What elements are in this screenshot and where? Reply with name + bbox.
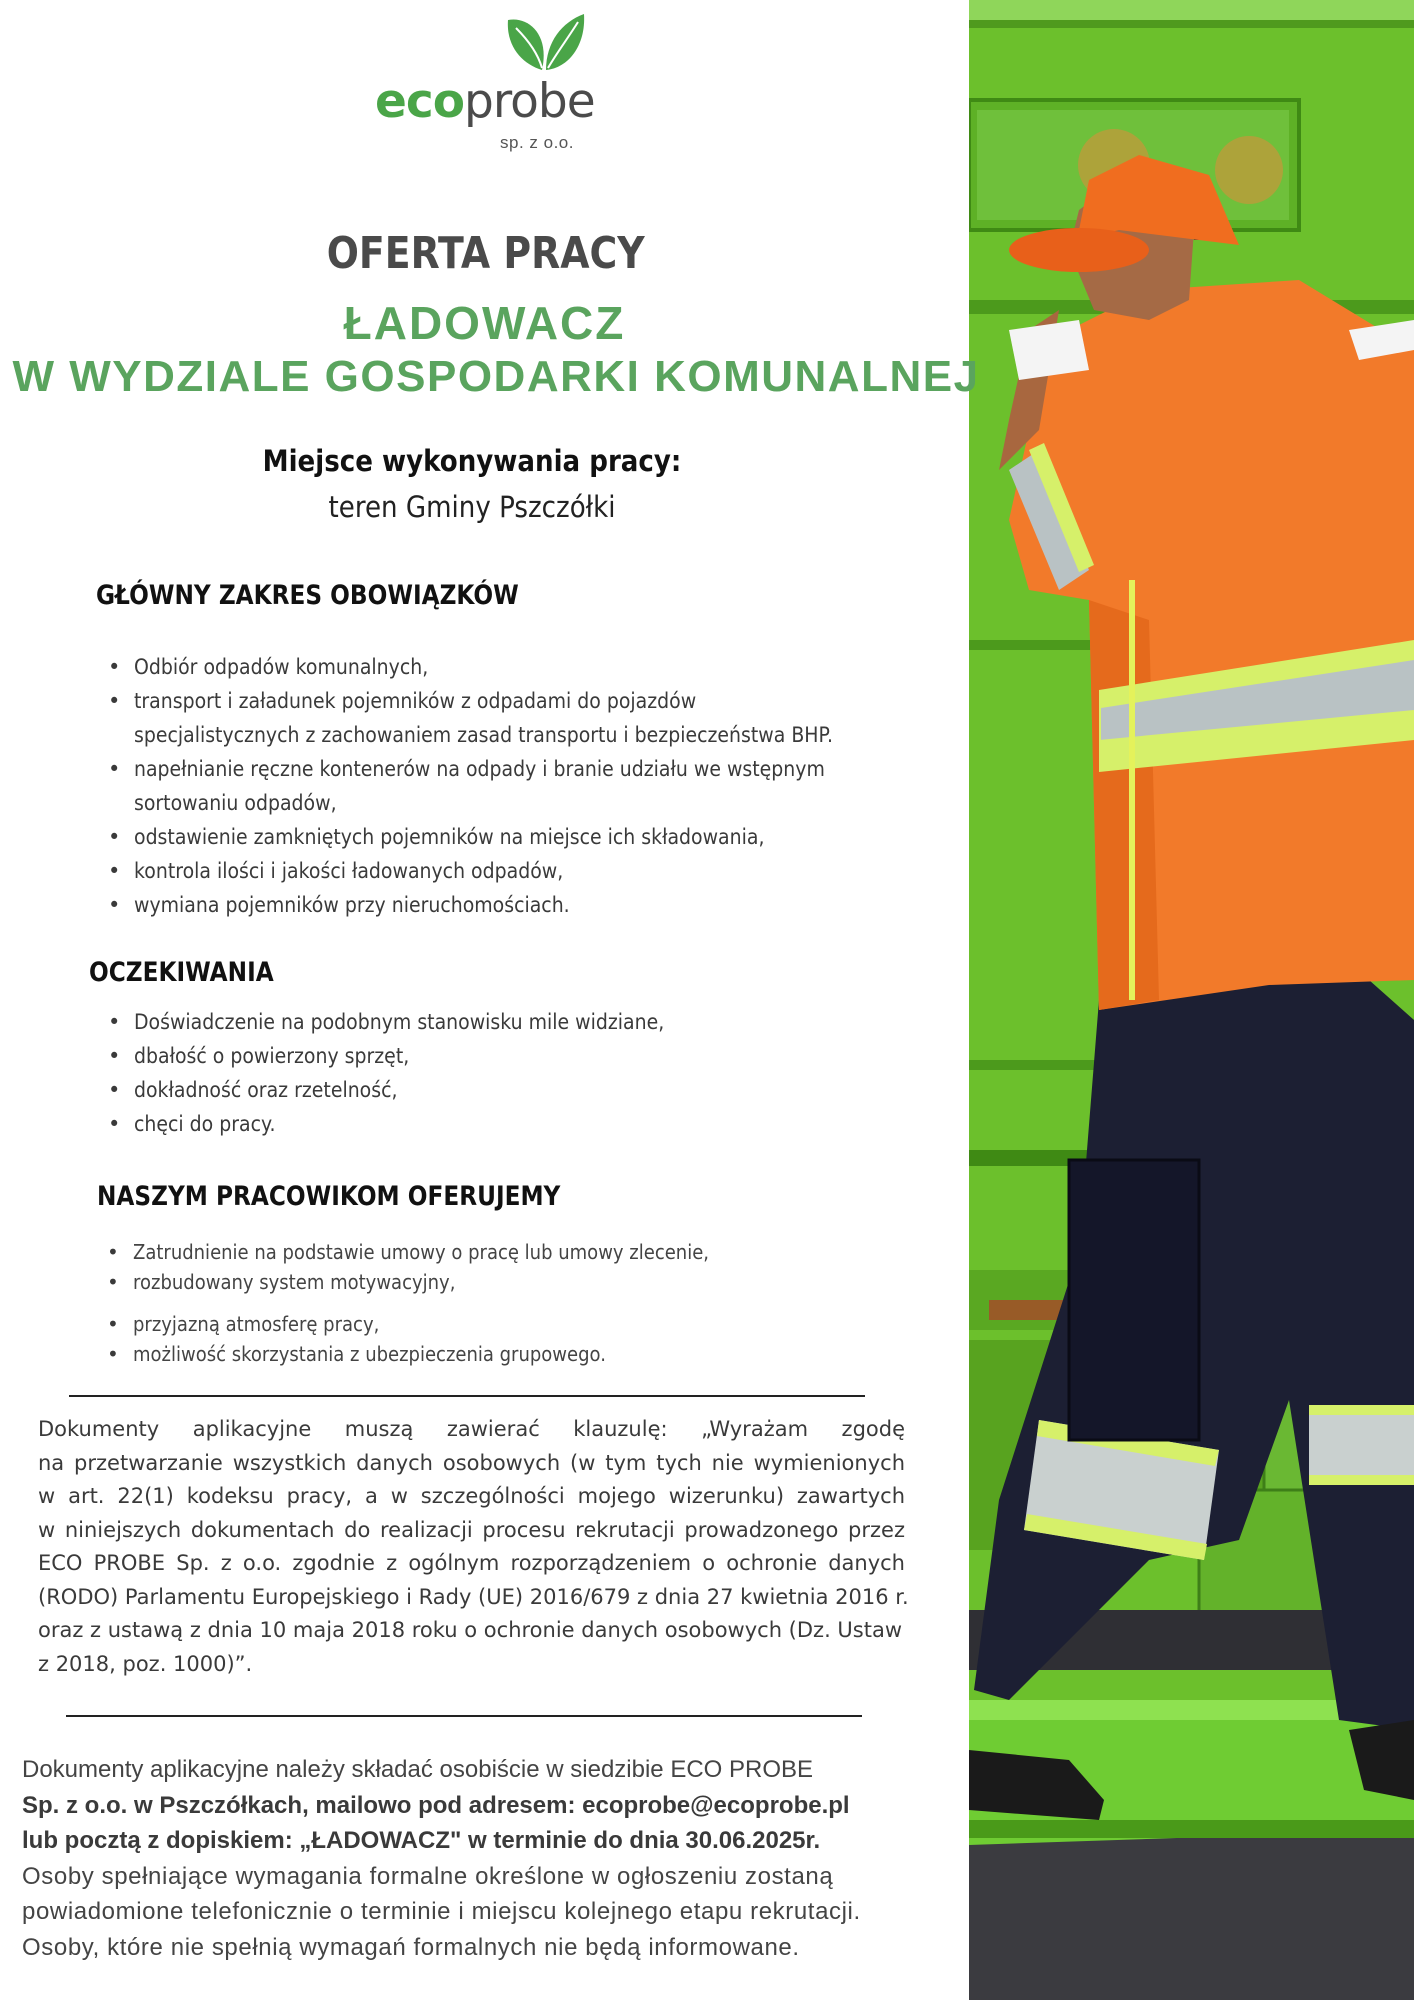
application-line: Dokumenty aplikacyjne należy składać osobiście w siedzibie ECO PROBE: [22, 1756, 814, 1783]
list-item: • przyjazną atmosferę pracy,: [133, 1309, 773, 1339]
list-item: • odstawienie zamkniętych pojemników na miejsce ich składowania,: [134, 820, 911, 854]
list-item: • wymiana pojemników przy nieruchomościach.: [134, 888, 911, 922]
department-title: W WYDZIALE GOSPODARKI KOMUNALNEJ: [12, 352, 980, 401]
list-item: • Doświadczenie na podobnym stanowisku mile widziane,: [134, 1005, 723, 1039]
workplace-label: Miejsce wykonywania pracy:: [262, 444, 682, 478]
application-info: [22, 1752, 861, 1965]
logo-wordmark: ecoprobe: [375, 74, 595, 129]
application-line: Sp. z o.o. w Pszczółkach, mailowo pod adresem: ecoprobe@ecoprobe.pl: [22, 1791, 850, 1819]
duties-heading: GŁÓWNY ZAKRES OBOWIĄZKÓW: [96, 580, 519, 611]
list-item: • transport i załadunek pojemników z odpadami do pojazdów specjalistycznych z zachowaniem zasad transportu i bezpieczeństwa BHP.: [134, 684, 911, 752]
list-item: • Zatrudnienie na podstawie umowy o pracę lub umowy zlecenie,: [133, 1237, 773, 1267]
list-item: • rozbudowany system motywacyjny,: [133, 1267, 773, 1297]
list-item: • dbałość o powierzony sprzęt,: [134, 1039, 723, 1073]
worker-photo: [969, 0, 1414, 2000]
workplace-value: teren Gminy Pszczółki: [328, 490, 616, 524]
duties-list: [134, 650, 911, 922]
benefits-heading: NASZYM PRACOWIKOM OFERUJEMY: [97, 1181, 561, 1212]
application-line: powiadomione telefonicznie o terminie i miejscu kolejnego etapu rekrutacji.: [22, 1898, 861, 1925]
company-logo: [370, 12, 595, 152]
expectations-list: [134, 1005, 723, 1141]
list-item: • chęci do pracy.: [134, 1107, 723, 1141]
divider: [66, 1715, 862, 1717]
application-line: Osoby, które nie spełnią wymagań formalnych nie będą informowane.: [22, 1933, 800, 1961]
application-line: Osoby spełniające wymagania formalne określone w ogłoszeniu zostaną: [22, 1862, 834, 1890]
benefits-list: [133, 1237, 773, 1369]
leaf-icon: [498, 12, 588, 74]
divider: [69, 1395, 865, 1397]
expectations-heading: OCZEKIWANIA: [89, 957, 274, 988]
list-item: • dokładność oraz rzetelność,: [134, 1073, 723, 1107]
gdpr-clause: Dokumenty aplikacyjne muszą zawierać klauzulę: „Wyrażam zgodę na przetwarzanie wszystkich danych osobowych (w tym tych nie wymienionych w art. 22(1) kodeksu pracy, a w szczególności mojego wizerunku) zawartych w niniejszych dokumentach do realizacji procesu rekrutacji prowadzonego przez ECO PROBE Sp. z o.o. zgodnie z ogólnym rozporządzeniem o ochronie danych (RODO) Parlamentu Europejskiego i Rady (UE) 2016/679 z dnia 27 kwietnia 2016 r. oraz z ustawą z dnia 10 maja 2018 roku o ochronie danych osobowych (Dz. Ustaw z 2018, poz. 1000)”.: [38, 1417, 909, 1676]
application-line: lub pocztą z dopiskiem: „ŁADOWACZ" w terminie do dnia 30.06.2025r.: [22, 1827, 821, 1854]
logo-legal-form: sp. z o.o.: [500, 133, 574, 152]
list-item: • napełnianie ręczne kontenerów na odpady i branie udziału we wstępnym sortowaniu odpadów,: [134, 752, 911, 820]
list-item: • możliwość skorzystania z ubezpieczenia grupowego.: [133, 1339, 773, 1369]
job-title: ŁADOWACZ: [343, 297, 626, 349]
list-item: • Odbiór odpadów komunalnych,: [134, 650, 911, 684]
offer-title: OFERTA PRACY: [326, 228, 645, 279]
list-item: • kontrola ilości i jakości ładowanych odpadów,: [134, 854, 911, 888]
